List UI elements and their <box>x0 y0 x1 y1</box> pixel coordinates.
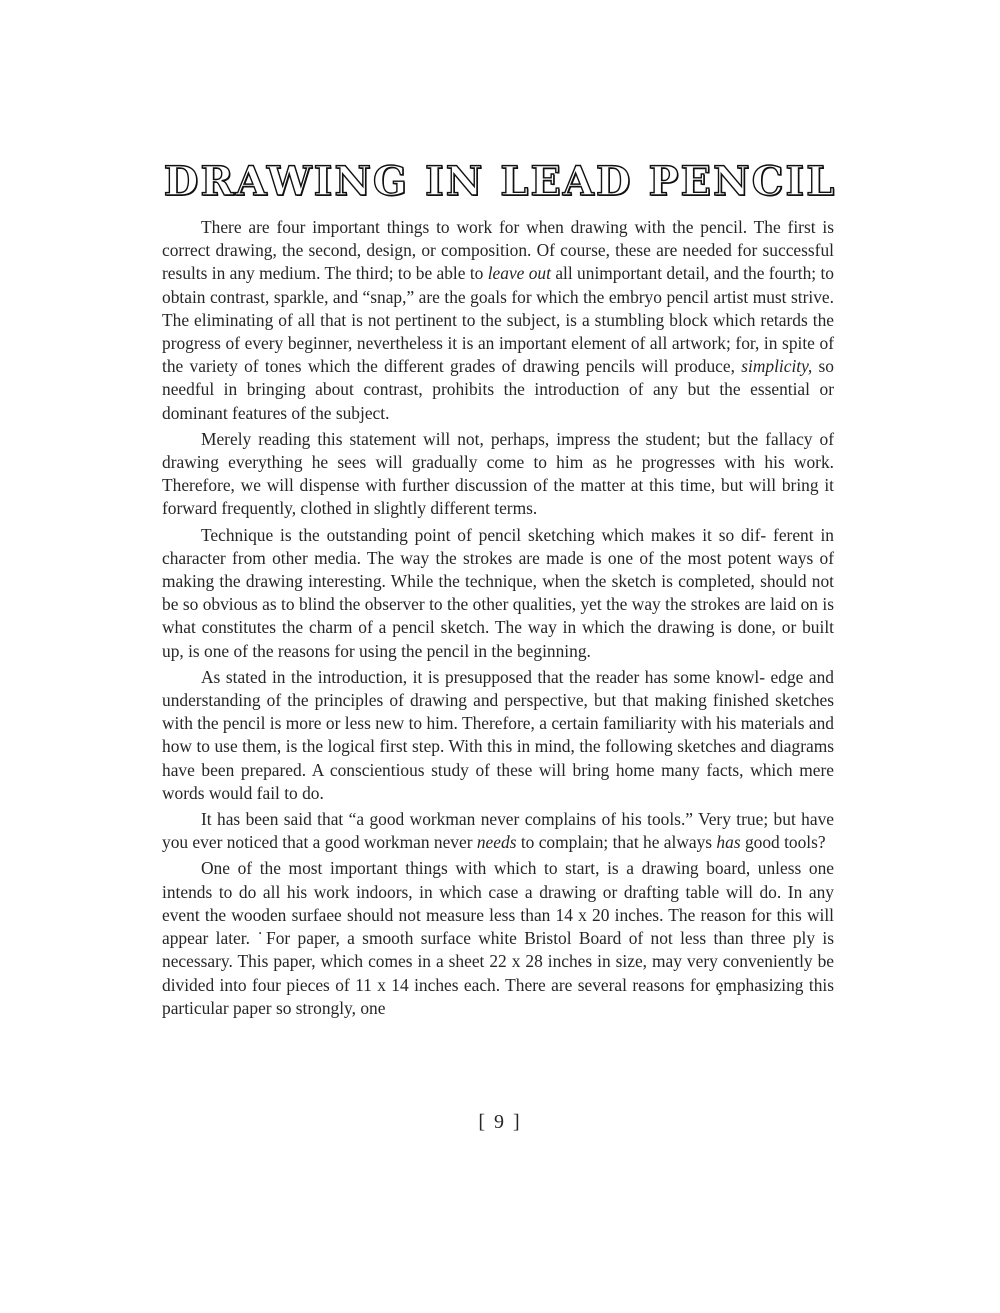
paragraph-3 <box>162 524 834 663</box>
paragraph-text: One of the most important things with which to start, is a drawing board, unless one intends to do all his work indoors, in which case a drawing or drafting table will do. In any event the wooden surfaee should not measure less than 14 x 20 inches. The reason for this will appear later. ˙For paper, a smooth surface white Bristol Board of not less than three ply is necessary. This paper, which comes in a sheet 22 x 28 inches in size, may very conveniently be divided into four pieces of 11 x 14 inches each. There are several reasons for ȩmphasizing this particular paper so strongly, one <box>162 858 834 1018</box>
italic-text: leave out <box>487 263 551 284</box>
paragraph-text: so needful in bringing about contrast, prohibits the introduction of any but the essential or dominant features of the subject. <box>162 356 834 423</box>
italic-text: has <box>716 832 741 853</box>
italic-text: needs <box>476 832 517 853</box>
paragraph-text: good tools? <box>740 832 826 853</box>
paragraph-text: As stated in the introduction, it is presupposed that the reader has some knowl‑ edge and understanding of the principles of drawing and perspective, but that making finished sketches with the pencil is more or less new to him. Therefore, a certain familiarity with his materials and how to use them, is the logical first step. With this in mind, the following sketches and diagrams have been prepared. A conscientious study of these will bring home many facts, which mere words would fail to do. <box>162 666 834 803</box>
paragraph-text: Technique is the outstanding point of pencil sketching which makes it so dif‑ ferent in character from other media. The way the strokes are made is one of the most potent ways of making the drawing interesting. While the technique, when the sketch is completed, should not be so obvious as to blind the observer to the other qualities, yet the way the strokes are laid on is what constitutes the charm of a pencil sketch. The way in which the drawing is done, or built up, is one of the reasons for using the pencil in the beginning. <box>162 524 834 661</box>
paragraph-text: It has been said that “a good workman never complains of his tools.” Very true; but have you ever noticed that a good workman never <box>162 809 834 853</box>
paragraph-text: There are four important things to work for when drawing with the pencil. The first is correct drawing, the second, design, or composition. Of course, these are needed for successful results in any medium. The third; to be able to <box>162 217 834 284</box>
paragraph-6 <box>162 857 834 1019</box>
paragraph-text: Merely reading this statement will not, perhaps, impress the student; but the fallacy of drawing everything he sees will gradually come to him as he progresses with his work. Therefore, we will dispense with further discussion of the matter at this time, but will bring it forward frequently, clothed in slightly different terms. <box>162 428 834 519</box>
page-number: [ 9 ] <box>478 1111 522 1133</box>
body-text <box>162 216 834 1023</box>
page-title: DRAWING IN LEAD PENCIL <box>163 158 837 205</box>
italic-text: simplicity, <box>741 356 813 377</box>
paragraph-2 <box>162 428 834 521</box>
paragraph-text: to complain; that he always <box>516 832 717 853</box>
paragraph-1 <box>162 216 834 425</box>
paragraph-4 <box>162 666 834 805</box>
paragraph-5 <box>162 808 834 854</box>
paragraph-text: all unimportant detail, and the fourth; to obtain contrast, sparkle, and “snap,” are the goals for which the embryo pencil artist must strive. The eliminating of all that is not pertinent to the subject, is a stumbling block which retards the progress of every beginner, nevertheless it is an important element of all artwork; for, in spite of the variety of tones which the different grades of drawing pencils will produce, <box>162 263 834 377</box>
